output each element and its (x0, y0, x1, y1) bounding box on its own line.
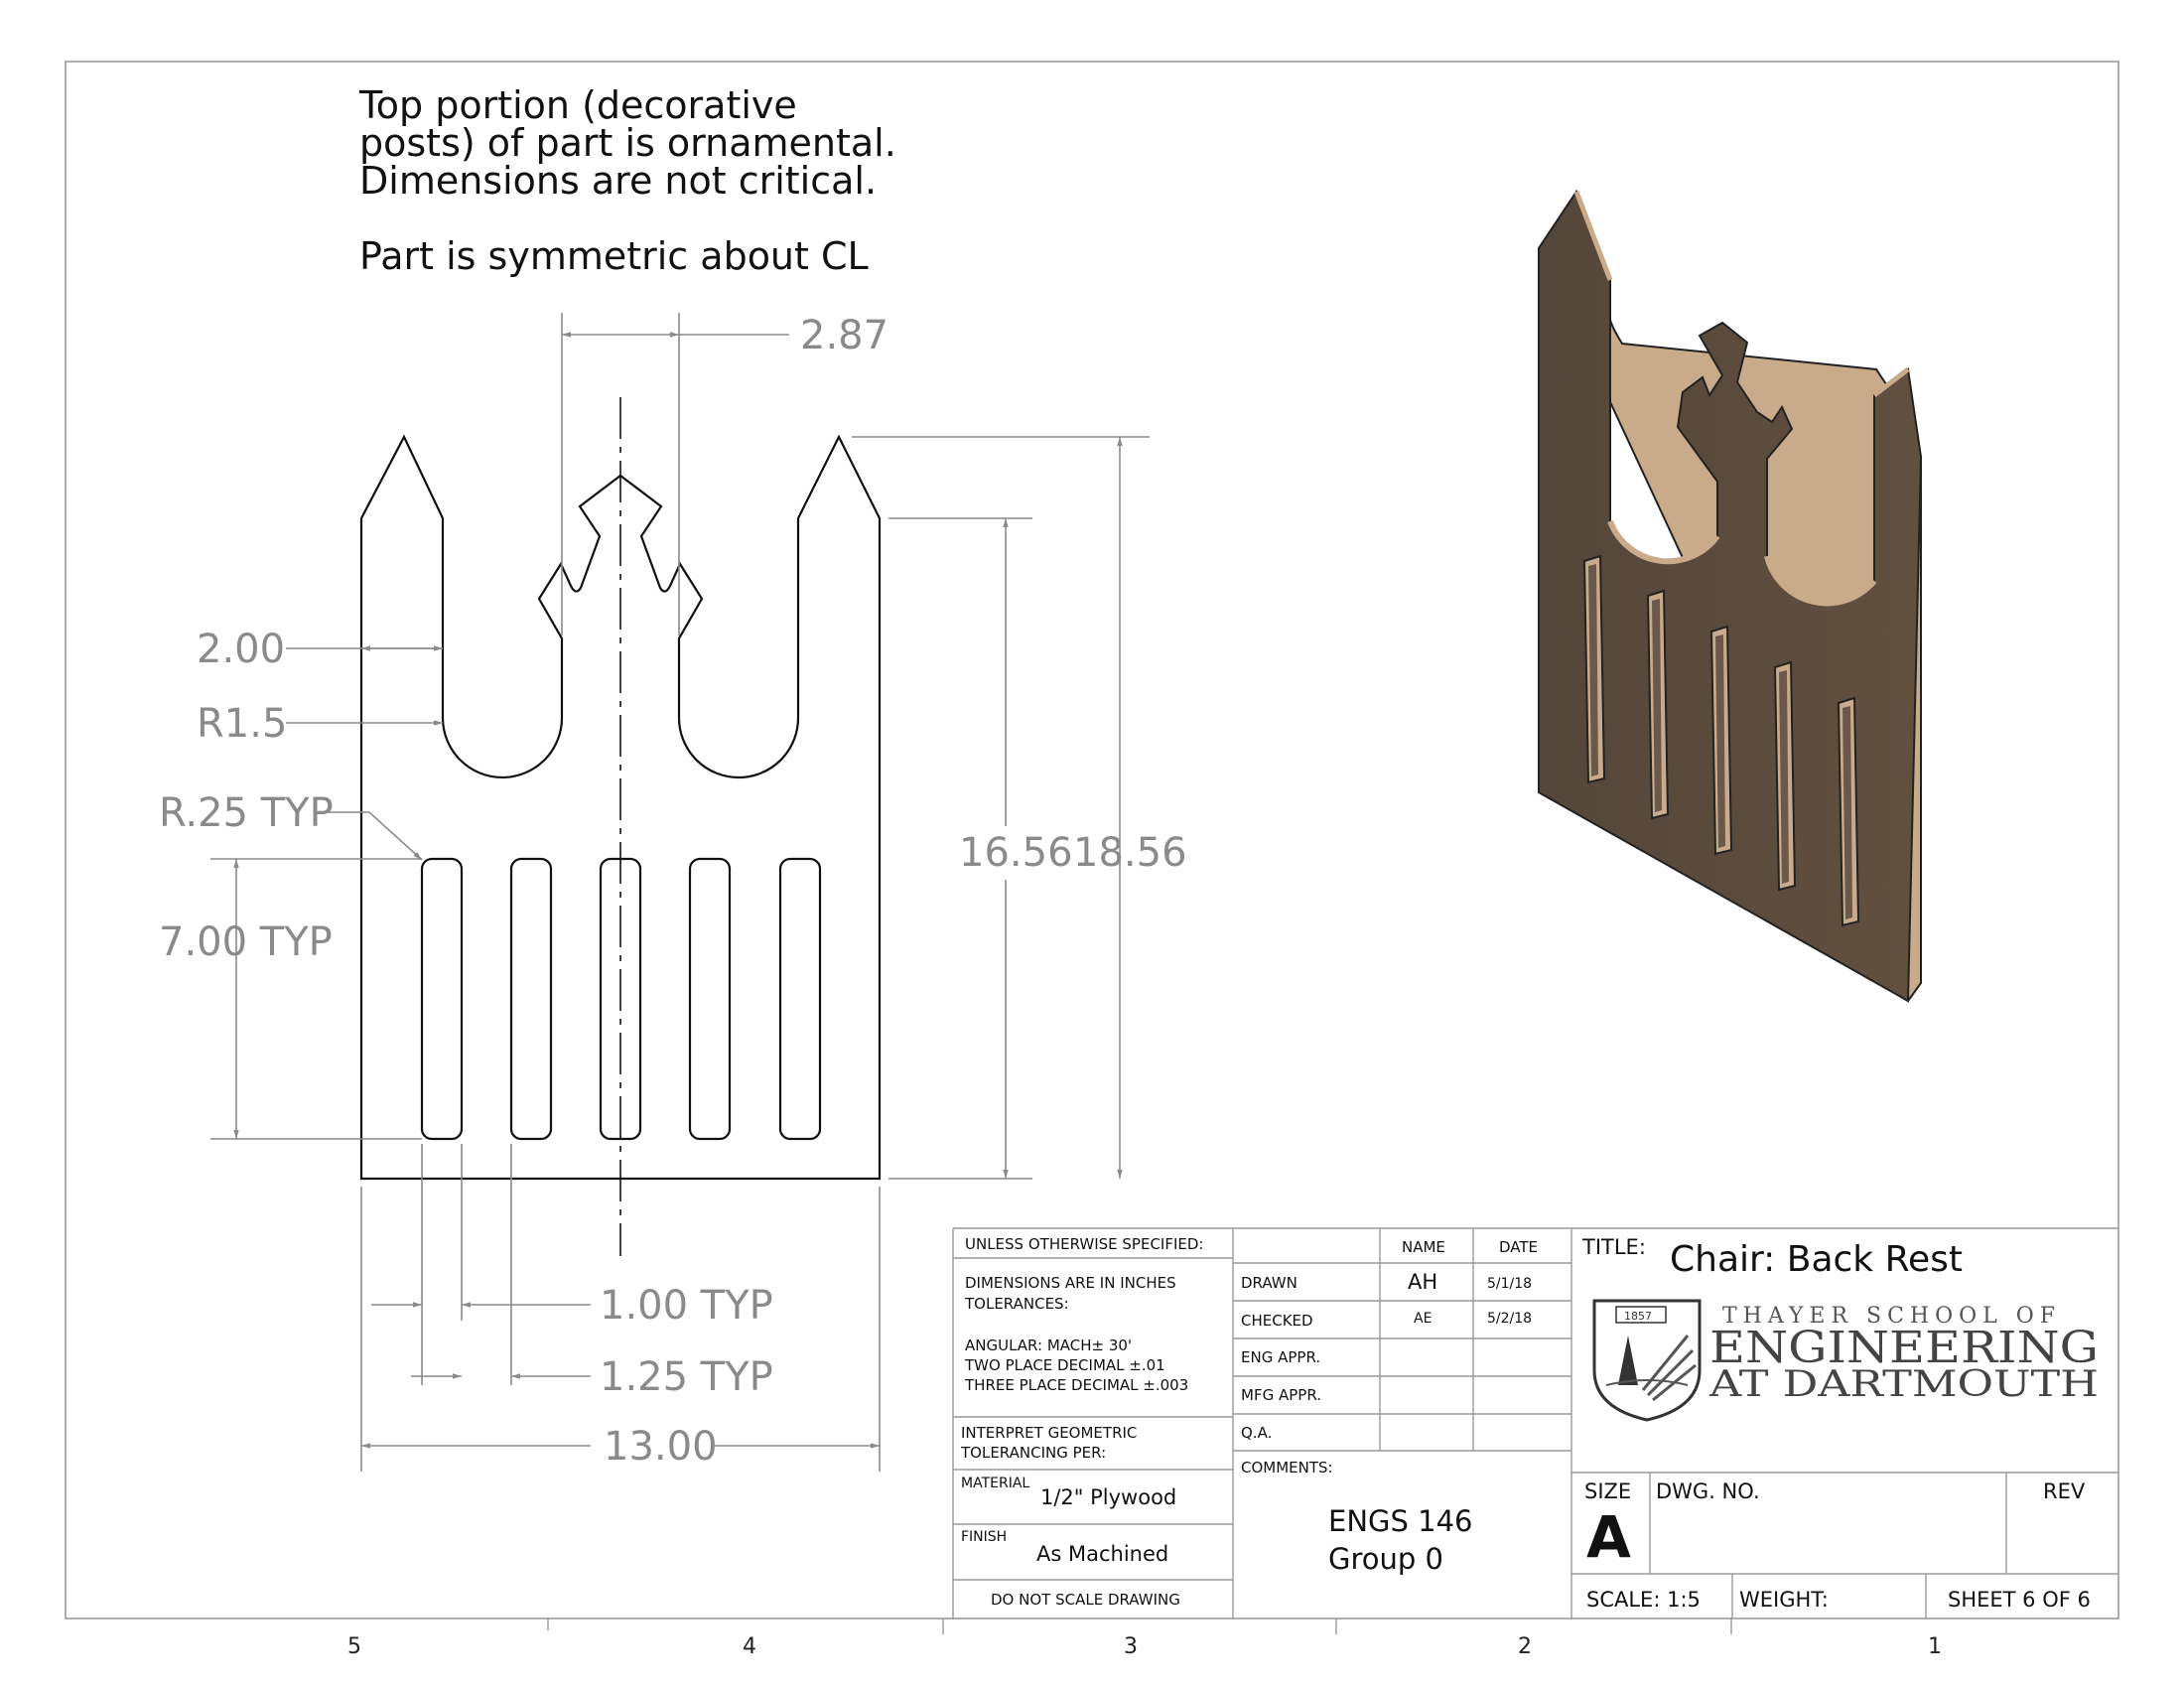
title-block (953, 1228, 2118, 1618)
dim-height-inner: 16.56 (959, 830, 1073, 876)
dim-radius: R1.5 (197, 701, 288, 747)
tb-mfg-appr: MFG APPR. (1241, 1386, 1321, 1404)
zone-2: 2 (1518, 1634, 1532, 1659)
tb-drawn-label: DRAWN (1241, 1274, 1297, 1292)
tb-drawn-date: 5/1/18 (1487, 1276, 1533, 1292)
dim-slot-gap: 1.25 TYP (600, 1354, 773, 1400)
dim-top-width: 2.87 (800, 313, 889, 358)
thayer-logo (1594, 1301, 2099, 1420)
tb-interpret-2: TOLERANCING PER: (961, 1444, 1107, 1462)
tb-material: 1/2" Plywood (1040, 1485, 1177, 1509)
dim-slot-length: 7.00 TYP (159, 919, 333, 965)
logo-line-3: AT DARTMOUTH (1707, 1364, 2099, 1405)
tb-finish-label: FINISH (961, 1529, 1008, 1545)
dim-overall-width: 13.00 (604, 1424, 718, 1470)
tb-sheet: SHEET 6 OF 6 (1948, 1588, 2091, 1612)
tb-comment-line-2: Group 0 (1328, 1542, 1443, 1576)
dim-height-total: 18.56 (1073, 830, 1187, 876)
isometric-view (1539, 192, 1921, 1001)
tb-weight: WEIGHT: (1739, 1588, 1829, 1612)
tb-eng-appr: ENG APPR. (1241, 1348, 1321, 1366)
slot-2 (511, 859, 551, 1139)
tb-title: Chair: Back Rest (1670, 1239, 1964, 1280)
tb-size: A (1586, 1503, 1631, 1571)
tb-dims-1: DIMENSIONS ARE IN INCHES (965, 1274, 1176, 1292)
zone-3: 3 (1124, 1634, 1138, 1659)
tb-dims-2: TOLERANCES: (965, 1295, 1069, 1313)
zone-5: 5 (347, 1634, 361, 1659)
note-line-2: posts) of part is ornamental. (359, 121, 896, 165)
zone-1: 1 (1928, 1634, 1942, 1659)
note-line-3: Dimensions are not critical. (359, 159, 878, 203)
zone-4: 4 (743, 1634, 756, 1659)
tb-comments: COMMENTS: (1241, 1459, 1333, 1477)
tb-unless: UNLESS OTHERWISE SPECIFIED: (965, 1235, 1204, 1253)
tb-checked-label: CHECKED (1241, 1312, 1313, 1330)
tb-interpret-1: INTERPRET GEOMETRIC (961, 1424, 1138, 1442)
logo-year: 1857 (1624, 1310, 1652, 1323)
zone-markers (347, 1618, 1942, 1659)
tb-rev-label: REV (2043, 1479, 2086, 1503)
tb-qa: Q.A. (1241, 1424, 1273, 1442)
slot-4 (690, 859, 730, 1139)
front-view (361, 397, 880, 1256)
tb-checked-name: AE (1414, 1311, 1433, 1327)
tb-comment-line-1: ENGS 146 (1328, 1504, 1473, 1538)
tb-angular: ANGULAR: MACH± 30' (965, 1336, 1133, 1354)
dim-slot-radius: R.25 TYP (159, 790, 334, 836)
tb-drawn-name: AH (1408, 1270, 1438, 1294)
tb-no-scale: DO NOT SCALE DRAWING (991, 1591, 1180, 1609)
note-line-4: Part is symmetric about CL (359, 234, 869, 278)
tb-date-header: DATE (1499, 1238, 1539, 1256)
dim-post-width: 2.00 (197, 627, 286, 672)
tb-checked-date: 5/2/18 (1487, 1311, 1533, 1327)
logo-line-1: THAYER SCHOOL OF (1722, 1304, 2062, 1329)
note-line-1: Top portion (decorative (359, 83, 797, 127)
tb-dwg-no-label: DWG. NO. (1656, 1479, 1760, 1503)
tb-finish: As Machined (1036, 1542, 1169, 1566)
tb-material-label: MATERIAL (961, 1476, 1030, 1491)
tb-scale: SCALE: 1:5 (1586, 1588, 1701, 1612)
tb-size-label: SIZE (1584, 1479, 1632, 1503)
tb-three-place: THREE PLACE DECIMAL ±.003 (965, 1376, 1189, 1394)
tb-two-place: TWO PLACE DECIMAL ±.01 (965, 1356, 1165, 1374)
slot-1 (422, 859, 462, 1139)
tb-name-header: NAME (1402, 1238, 1445, 1256)
dim-slot-width: 1.00 TYP (600, 1283, 773, 1329)
logo-line-2: ENGINEERING (1709, 1323, 2099, 1373)
slot-5 (780, 859, 820, 1139)
general-notes (358, 83, 896, 278)
tb-title-label: TITLE: (1582, 1235, 1646, 1259)
